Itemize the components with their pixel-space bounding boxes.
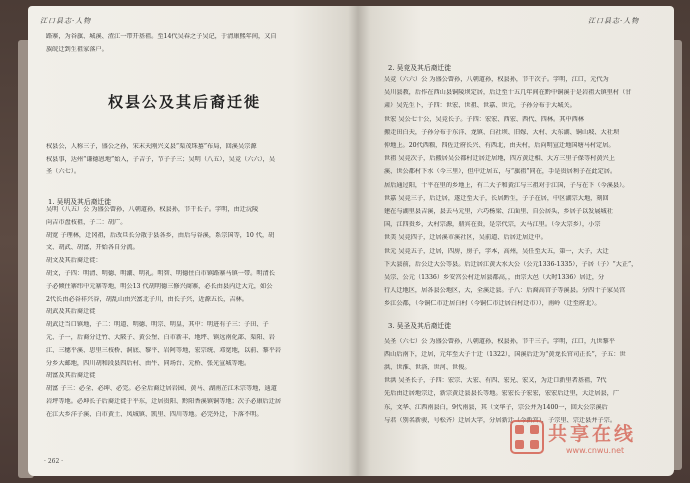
- text-line: 与君（别名新骏，号松齐）迁居大字，分居新迁（今新宫），子宗里、宗迁县并子宗。: [384, 416, 617, 424]
- text-line: 吴宗、公元（1336）乡安宫公村迁居县都高，，由宗大邑（大时1336）居迁，分: [384, 274, 605, 281]
- text-line: 乡江公都，（今铜仁市迁居白村（今铜仁市迁居白村迁市）），南岭（迁至府北）。: [384, 300, 601, 308]
- text-line: 世洪 吴圣长子，子四：宏宗、大宏、有四、宏兄、宏又，为迁口新里者基祖，7代: [384, 377, 607, 385]
- text-line: 吴明（八五）公 为盛公曾孙，八朝道孙，权县孙，节干长子。字明，由迁沅陵: [46, 206, 259, 213]
- page-number: · 262 ·: [44, 458, 64, 465]
- text-line: 吴竞（六六）公 为盛公曾孙，八朝道孙，权县孙，节干次子。字明，江口，元代为: [384, 76, 609, 83]
- text-line: 居后通过阳，十平在里的乡地上，有二大子和黄江与三祖对于江国，子与在下（今溪县）。: [384, 181, 629, 189]
- text-line: 权县事，达州“谦德恩地”始入，子吉子，节子子三；吴明（八五），吴竞（六六），吴: [46, 155, 276, 163]
- text-line: 圣（六七）。: [46, 168, 81, 176]
- text-line: 国，江四贵乡，大村宗源，鼎宾在贵，是宗代宗，大马江里。（今大宗乡），小宗: [384, 221, 601, 229]
- text-line: 岩坪等地。必坤长子后裔迁徙于平东，迁居贵阳、黔阳香溪镇铜等地；次子必康后迁居: [46, 398, 282, 405]
- text-line: 族皖迁到生祖家落户。: [46, 45, 108, 53]
- text-line: 胡富及其后裔迁徙: [46, 372, 96, 380]
- section-heading-1: 1. 吴明及其后裔迁徙: [48, 198, 112, 206]
- text-line: 下大县前，后公迁大公等县。后迁居江黄大水大公（公元1336-1335），子居（子）“大正”，: [384, 260, 638, 268]
- watermark-logo-icon: [510, 420, 544, 454]
- text-line: 仲地上。20代西粮，四佐迁府长兴、有西北，由天村，后向明宣迁地国塘马村定居。: [384, 142, 615, 149]
- text-line: 在江大乡洋子溪、白市黄土、凤城镇、凯里、四川等地。必完外迁，下落不明。: [46, 410, 263, 418]
- text-line: 西山后南下，迁居，元年至大子十迁（1322），国溪后迁为“黄龙长官司正长”，子五：世: [384, 350, 626, 358]
- text-line: 胡武迁当口镇地，子二：明道、明德、明宗、明皇，其中：明进有子三：子田、子: [46, 321, 269, 329]
- running-head-left: 江口县志·人物: [40, 17, 92, 25]
- text-line: 东，文华、江西南县白，9代南县，其（文华子，宗公并为1400一，回大公宗溪后: [384, 403, 608, 411]
- text-line: 胡武及其后裔迁徙: [46, 308, 96, 316]
- text-line: 分乡大邮地，四川胡和段县四后村、由牛、同场台、元桥、张光宣城等地。: [46, 359, 251, 367]
- text-line: 建在与湖里县吉溪，县去马元里，六巧杨梁、江面里、自公居头，乡居子以发展城社: [384, 208, 613, 215]
- text-line: 元、子一，后裔分迁竹、大陂子、黄公堡、白市新丰、地坪、镇远南化部、渠阳、岩: [46, 334, 275, 341]
- text-line: 吴川县教，后作在西山县铜陵坝定居，后迁至十五几年间在黔中铜溪于是岩祖大镇里村（甘: [384, 89, 632, 97]
- running-head-right: 江口县志·人物: [588, 17, 640, 25]
- open-book: [10, 6, 682, 478]
- text-line: 洪、世淮、世洛、世河、世俊。: [384, 364, 471, 371]
- text-line: 胡富 子三：必全、必坤、必完。必全后裔迁居岩园、黄马、湖南芷江禾宗等地，迪道: [46, 385, 277, 393]
- text-line: 胡宽 子理林，迁冈祖，后改旦长分散于县各乡，由后与谷溪，系宗国等，10 代，胡: [46, 231, 275, 239]
- right-page: [358, 6, 674, 476]
- text-line: 行人迁地区，居各县公地区，大，全溪迁县。子八：后裔高宫子等溪县。分四十子家吴宫: [384, 287, 626, 295]
- text-line: 搬走田白天，子孙分布于东洋、龙镇、白社坝、旧嫁、大村、大东湖、铜山坡、大社坝: [384, 128, 620, 136]
- section-heading-3: 3. 吴圣及其后裔迁徙: [388, 321, 452, 330]
- text-line: 世美 吴竞四子，迁居溪市溪社区，吴前道、后居迁居迁中。: [384, 234, 547, 242]
- text-line: 世宏 吴公七十公，吴竞长子。子四：宏宏、西宏、西代、四林。其中西林: [384, 115, 584, 123]
- watermark-text: 共享在线: [548, 423, 637, 445]
- text-line: 向吉市盘枝祖，子二：胡广。: [46, 218, 127, 226]
- page-title: 权县公及其后裔迁徙: [108, 93, 262, 111]
- left-page: [28, 6, 358, 476]
- text-line: 路寨，为谷旗、城溪、渣江一带开基祖。至14代吴春之子吴记，于清康熙年间，又自: [46, 33, 277, 40]
- text-line: 吴圣（六七）公 为盛公曾孙，八朝道孙，权县孙，节干三子。字明，江口，九世黎平: [384, 337, 615, 345]
- text-line: 先后由迁居地宗迁，新宗黄迁县县长等地。宏宏长子宏宏，宏宏后迁里，大迁居县，广: [384, 390, 620, 398]
- text-line: 权县公，人称三子，盛公之孙，宋末天刚兴义县“渠茂珠墓”布局，回溪吴宗源: [46, 142, 257, 150]
- text-line: 世祖 吴竞次子，后搬居吴公都村迁居迁居地，四方黄迁相、大方三里子保等村黄兴上: [384, 155, 615, 163]
- text-line: 文、胡武、胡富，开始各自分流。: [46, 244, 139, 252]
- text-line: 胡文，子四：明清、明德、明潮、明礼。明智、明德住白市镇路寨马镇一带。明清长: [46, 270, 275, 277]
- text-line: 江、三穗平溪、思里三枝桥、洞底、黎平、岩阿等地，宏宗统、邓宽地，以前、黎平岩: [46, 346, 282, 354]
- watermark-url: www.cnwu.net: [566, 446, 625, 455]
- text-line: 2代长由必谷祥兴谷，胡乱山由兴富北子川，由长子兴，近源五长，吉林。: [46, 295, 248, 303]
- section-heading-2: 2. 吴竞及其后裔迁徙: [388, 64, 452, 72]
- text-line: 胡文及其后裔迁徙：: [46, 257, 102, 265]
- text-line: 世嘉 吴竞三子，后迁居，遂迁至大子，长居黔生，子子在居，中区湖宗大地，刻回: [384, 194, 609, 202]
- text-line: 世元 吴竞五子，迁居，四房，房子，字本，高州，吴任至大五，第一，大子，大迁: [384, 247, 609, 255]
- text-line: 子必倾住寨纬中元寨等地，明公13 代胡明德三修兴商寨，必长由县内迁大元，如公: [46, 282, 273, 290]
- text-line: 溪、世公都村下水（今三里），但中迁居五，与“旗祖”同在，手是贵居利子在此定居。: [384, 168, 617, 176]
- text-line: 肃）吴先生卜，子四：世宏、世祖、世嘉、世元，子孙分布于大城关。: [384, 102, 576, 110]
